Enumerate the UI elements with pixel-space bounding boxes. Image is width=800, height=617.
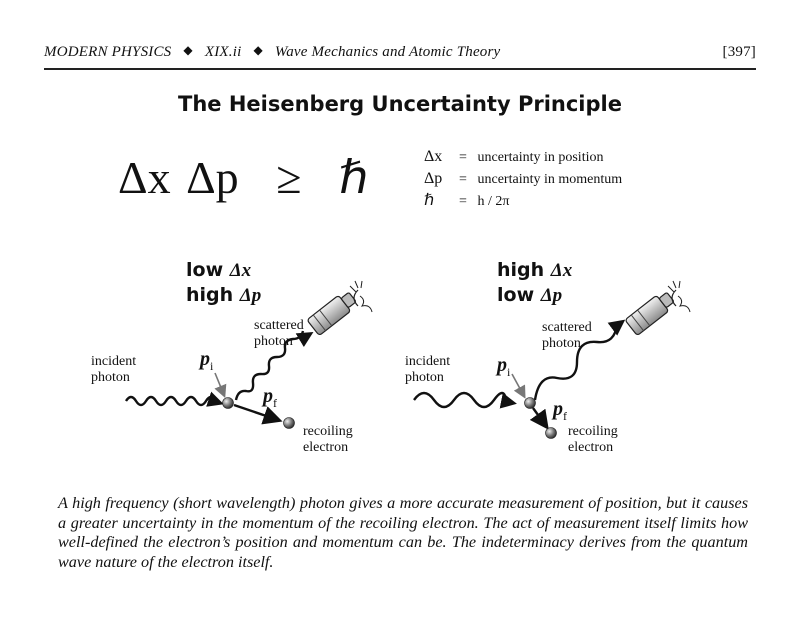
- header-rule: [44, 68, 756, 70]
- definition-meaning: uncertainty in position: [477, 150, 604, 165]
- definition-meaning: h / 2π: [477, 194, 510, 209]
- right-heading: [497, 258, 572, 308]
- left-incident-label: incident photon: [91, 354, 137, 385]
- left-scattered-label: scattered photon: [254, 318, 304, 349]
- definition-row: ℏ = h / 2π: [424, 192, 510, 209]
- right-incident-arrow: [503, 401, 513, 403]
- definition-term: ℏ: [424, 192, 435, 209]
- book-title: MODERN PHYSICS: [44, 44, 172, 60]
- scattering-diagrams: [0, 250, 800, 485]
- page-number: [397]: [722, 44, 756, 60]
- left-heading-line1: low Δx: [186, 259, 252, 281]
- right-eye-icon: [668, 281, 690, 312]
- right-pf-label: $p_f$: [553, 398, 567, 423]
- uncertainty-equation: [118, 150, 368, 204]
- header-bullet-icon: ◆: [183, 43, 193, 57]
- right-electron-ball: [525, 398, 536, 409]
- equation-geq: ≥: [276, 152, 302, 203]
- right-recoil-label: recoiling electron: [568, 424, 618, 455]
- left-heading: [186, 258, 261, 308]
- equation-delta-x: Δx: [118, 152, 171, 203]
- definition-row: Δx = uncertainty in position: [424, 148, 604, 165]
- right-incident-label: incident photon: [405, 354, 451, 385]
- right-heading-line1: high Δx: [497, 259, 573, 281]
- left-microscope-icon: [307, 289, 359, 336]
- right-heading-line2: low Δp: [497, 284, 563, 306]
- definition-term: Δp: [424, 170, 443, 187]
- left-incident-wave: [126, 397, 216, 405]
- section-number: XIX.ii: [204, 44, 242, 60]
- right-pi-arrow: [512, 374, 524, 396]
- definitions-list: [424, 146, 622, 212]
- equation-delta-p: Δp: [186, 152, 239, 203]
- header-left: [44, 44, 500, 61]
- figure-caption: A high frequency (short wavelength) photon gives a more accurate measurement of position, but it causes a greater uncertainty in the momentum of the recoiling electron. The act of measurement itself limits how well-defined the electron’s position and momentum can be. The indeterminacy derives from the quantum wave nature of the electron itself.: [58, 494, 748, 571]
- left-recoil-ball: [284, 418, 295, 429]
- right-microscope-icon: [625, 289, 677, 336]
- header-bullet-icon: ◆: [253, 43, 263, 57]
- right-recoil-arrow: [533, 408, 546, 426]
- chapter-title: Wave Mechanics and Atomic Theory: [274, 44, 501, 60]
- left-eye-icon: [350, 281, 372, 312]
- left-pi-label: $p_i$: [200, 348, 214, 373]
- left-incident-arrow: [214, 401, 220, 403]
- right-scattered-label: scattered photon: [542, 320, 592, 351]
- left-heading-line2: high Δp: [186, 284, 262, 306]
- right-recoil-ball: [546, 428, 557, 439]
- definition-meaning: uncertainty in momentum: [477, 172, 623, 187]
- right-scattered-arrow: [614, 322, 622, 328]
- left-pi-arrow: [215, 373, 224, 395]
- left-electron-ball: [223, 398, 234, 409]
- left-pf-label: $p_f$: [263, 385, 277, 410]
- left-recoil-label: recoiling electron: [303, 424, 353, 455]
- running-header: [44, 44, 756, 66]
- right-incident-wave: [414, 393, 506, 407]
- page-title: The Heisenberg Uncertainty Principle: [178, 92, 622, 116]
- right-pi-label: $p_i$: [497, 354, 511, 379]
- definition-row: Δp = uncertainty in momentum: [424, 170, 623, 187]
- definition-term: Δx: [424, 148, 443, 165]
- equation-hbar: ℏ: [338, 152, 369, 203]
